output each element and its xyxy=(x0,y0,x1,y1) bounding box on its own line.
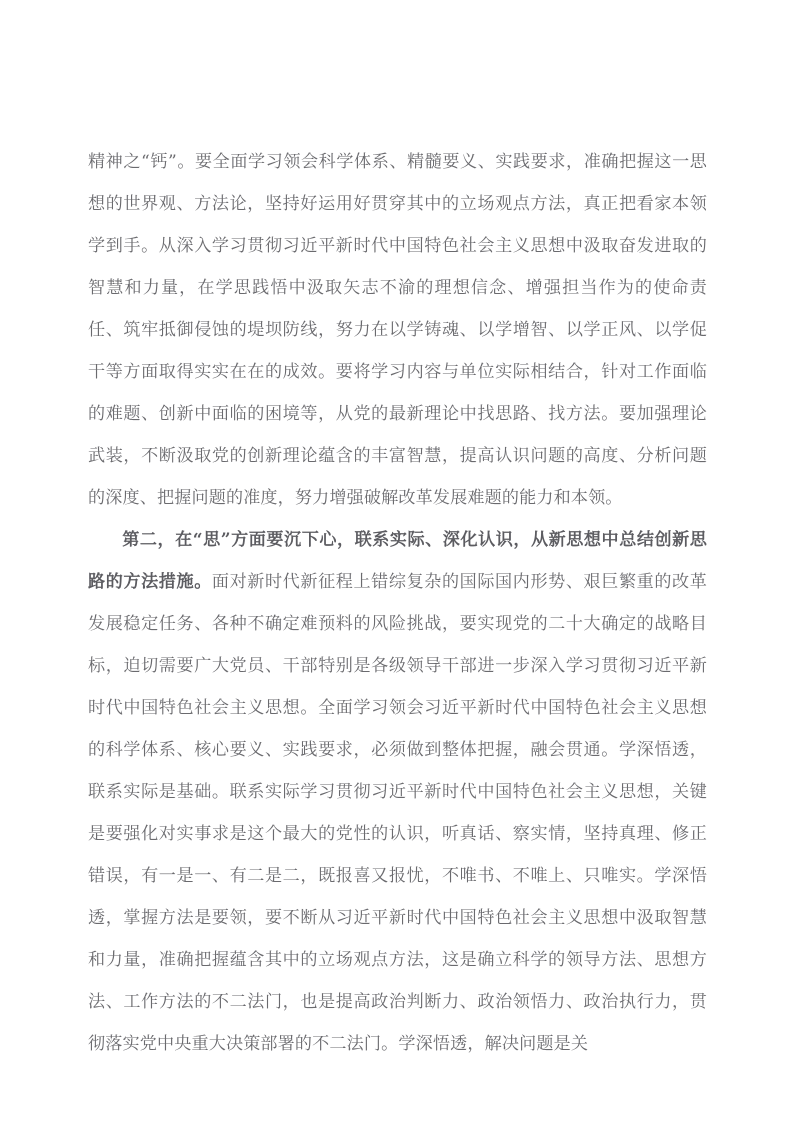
document-text-body xyxy=(88,141,707,1065)
paragraph-2-bold-lead: 第二，在“思”方面要沉下心，联系实际、深化认识，从新思想中总结创新思路的方法措施。 xyxy=(88,530,707,592)
paragraph-2 xyxy=(88,519,707,1065)
paragraph-1: 精神之“钙”。要全面学习领会科学体系、精髓要义、实践要求，准确把握这一思想的世界观、方法论，坚持好运用好贯穿其中的立场观点方法，真正把看家本领学到手。从深入学习贯彻习近平新时代中国特色社会主义思想中汲取奋发进取的智慧和力量，在学思践悟中汲取矢志不渝的理想信念、增强担当作为的使命责任、筑牢抵御侵蚀的堤坝防线，努力在以学铸魂、以学增智、以学正风、以学促干等方面取得实实在在的成效。要将学习内容与单位实际相结合，针对工作面临的难题、创新中面临的困境等，从党的最新理论中找思路、找方法。要加强理论武装，不断汲取党的创新理论蕴含的丰富智慧，提高认识问题的高度、分析问题的深度、把握问题的准度，努力增强破解改革发展难题的能力和本领。 xyxy=(88,152,707,508)
paragraph-2-body: 面对新时代新征程上错综复杂的国际国内形势、艰巨繁重的改革发展稳定任务、各种不确定难预料的风险挑战，要实现党的二十大确定的战略目标，迫切需要广大党员、干部特别是各级领导干部进一步深入学习贯彻习近平新时代中国特色社会主义思想。全面学习领会习近平新时代中国特色社会主义思想的科学体系、核心要义、实践要求，必须做到整体把握，融会贯通。学深悟透，联系实际是基础。联系实际学习贯彻习近平新时代中国特色社会主义思想，关键是要强化对实事求是这个最大的党性的认识，听真话、察实情，坚持真理、修正错误，有一是一、有二是二，既报喜又报忧，不唯书、不唯上、只唯实。学深悟透，掌握方法是要领，要不断从习近平新时代中国特色社会主义思想中汲取智慧和力量，准确把握蕴含其中的立场观点方法，这是确立科学的领导方法、思想方法、工作方法的不二法门，也是提高政治判断力、政治领悟力、政治执行力，贯彻落实党中央重大决策部署的不二法门。学深悟透，解决问题是关 xyxy=(88,572,707,1054)
